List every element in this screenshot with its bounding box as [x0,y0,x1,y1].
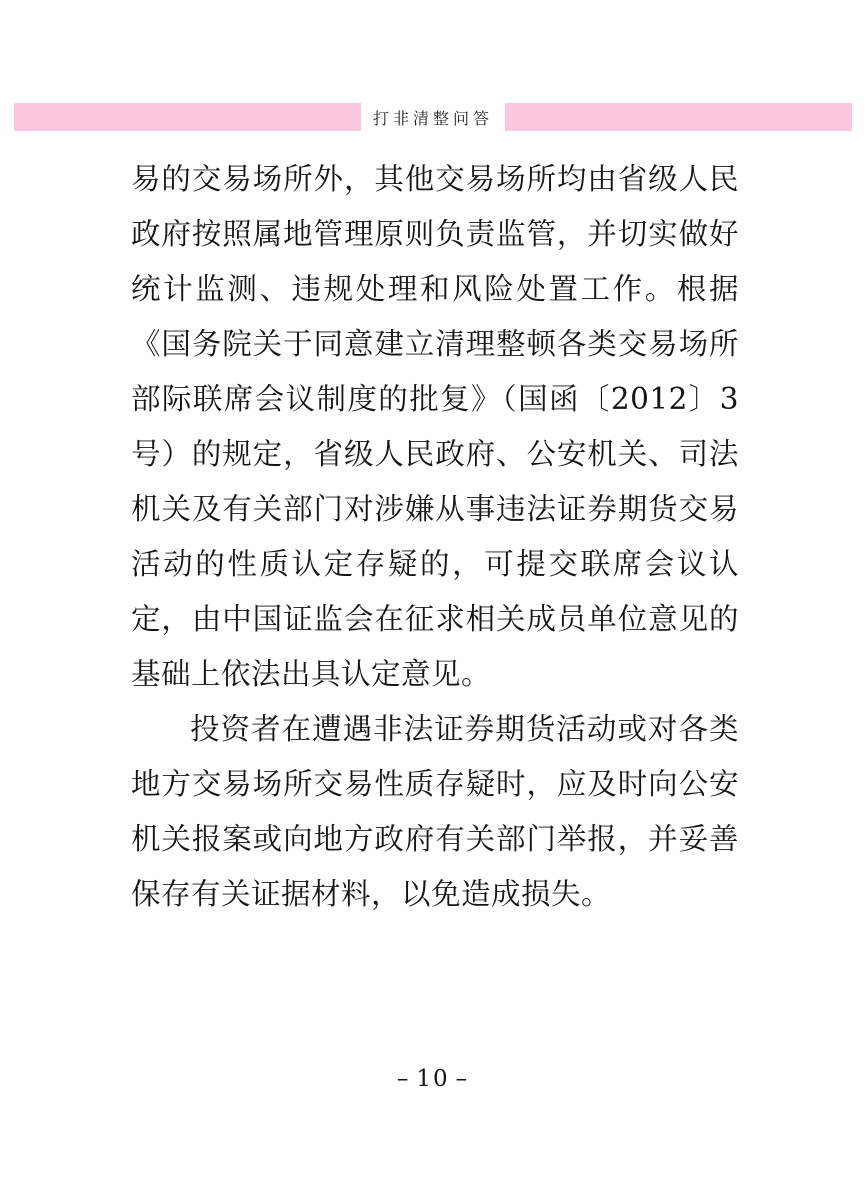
paragraph-continuation: 易的交易场所外，其他交易场所均由省级人民政府按照属地管理原则负责监管，并切实做好统计监测、违规处理和风险处置工作。根据《国务院关于同意建立清理整顿各类交易场所部际联席会议制度的批复》（国函〔2012〕3号）的规定，省级人民政府、公安机关、司法机关及有关部门对涉嫌从事违法证券期货交易活动的性质认定存疑的，可提交联席会议认定，由中国证监会在征求相关成员单位意见的基础上依法出具认定意见。 [131,162,739,691]
header-band-left [14,103,361,131]
page-footer [0,1066,866,1092]
folio-dash-right: – [455,1066,470,1092]
page-number: 10 [416,1066,450,1092]
running-header-title: 打非清整问答 [361,103,505,131]
header-band-right [505,103,852,131]
body-text [131,152,739,922]
paragraph-investor-advice: 投资者在遭遇非法证券期货活动或对各类地方交易场所交易性质存疑时，应及时向公安机关报案或向地方政府有关部门举报，并妥善保存有关证据材料，以免造成损失。 [131,712,739,911]
running-header [14,103,852,131]
folio-dash-left: – [396,1066,411,1092]
